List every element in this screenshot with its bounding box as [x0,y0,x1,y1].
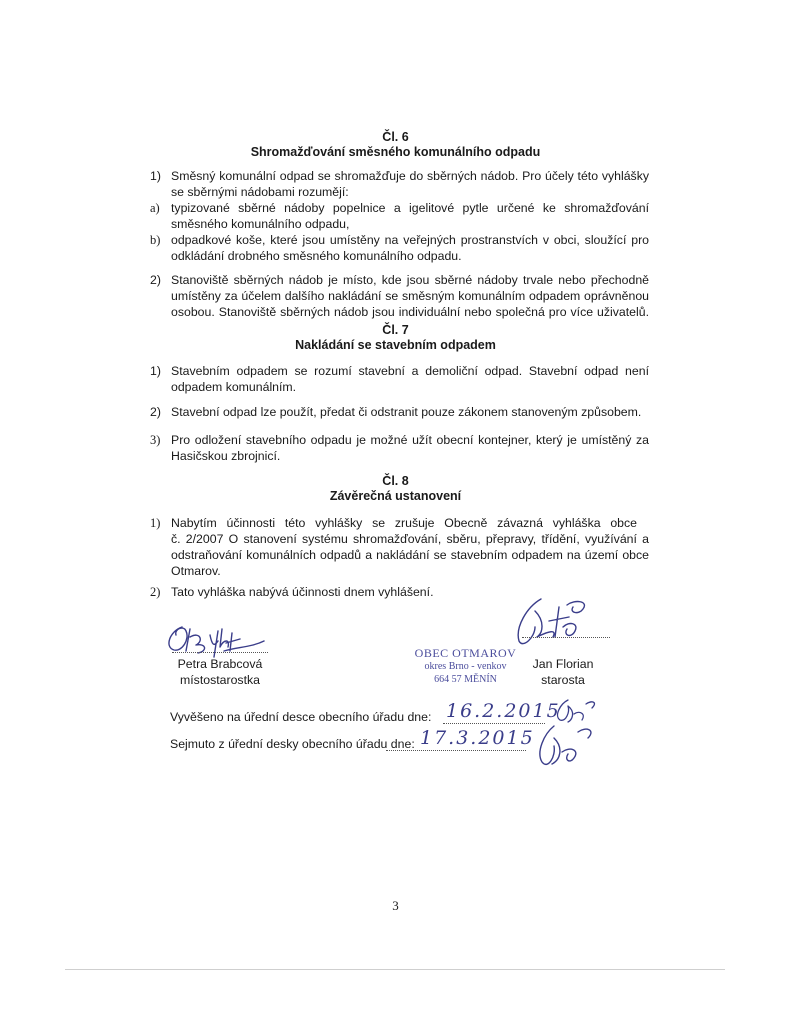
article-6-title: Shromažďování směsného komunálního odpadu [250,145,541,159]
text-line: odpadkové koše, které jsou umístěny na veřejných prostranstvích v obci, sloužící pro [171,233,649,247]
paragraph-number: 2) [150,585,161,599]
removed-date-line [386,750,526,751]
municipal-stamp [408,647,523,686]
posted-label: Vyvěšeno na úřední desce obecního úřadu dne: [170,710,432,724]
paragraph-number: 2) [150,273,161,287]
text-line: umístěny za účelem dalšího nakládání se směsným komunálním odpadem oprávněnou [171,289,649,303]
text-line: Stavebním odpadem se rozumí stavební a demoliční odpad. Stavební odpad není [171,364,649,378]
text-line: Nabytím účinnosti této vyhlášky se zrušuje Obecně závazná vyhláška obce [171,516,637,530]
article-7-number: Čl. 7 [382,323,409,337]
left-signatory-role: místostarostka [180,673,260,687]
article-7-title: Nakládání se stavebním odpadem [295,338,496,352]
text-line: Stanoviště sběrných nádob je místo, kde jsou sběrné nádoby trvale nebo přechodně [171,273,649,287]
paragraph-number: 1) [150,516,161,530]
text-line: Otmarov. [171,564,221,578]
right-signatory-name: Jan Florian [532,657,594,671]
text-line: Tato vyhláška nabývá účinnosti dnem vyhlášení. [171,585,434,599]
article-8-title: Závěrečná ustanovení [329,489,462,503]
posted-date-handwritten: 16.2.2015 [446,700,561,722]
footer-divider [65,969,725,970]
text-line: odstraňování komunálních odpadů a nakládání se stavebním odpadem na území obce [171,548,649,562]
removed-date-handwritten: 17.3.2015 [420,727,535,749]
text-line: typizované sběrné nádoby popelnice a igelitové pytle určené ke shromažďování [171,201,649,215]
page-number: 3 [392,898,399,913]
removed-label: Sejmuto z úřední desky obecního úřadu dne: [170,737,415,751]
left-signatory-name: Petra Brabcová [177,657,263,671]
text-line: směsného komunálního odpadu, [171,217,350,231]
text-line: č. 2/2007 O stanovení systému shromažďování, sběru, přepravy, třídění, využívání a [171,532,649,546]
text-line: Směsný komunální odpad se shromažďuje do sběrných nádob. Pro účely této vyhlášky [171,169,649,183]
signature-line-left [172,652,268,653]
stamp-line-3: 664 57 MĚNÍN [434,674,497,685]
article-8-number: Čl. 8 [382,474,409,488]
stamp-line-2: okres Brno - venkov [424,661,507,672]
signature-line-right [522,637,610,638]
paragraph-number: 2) [150,405,161,419]
paragraph-number: 1) [150,169,161,183]
paragraph-number: 1) [150,364,161,378]
right-signatory-role: starosta [541,673,585,687]
removed-initials-image [530,722,600,770]
item-letter: b) [150,233,161,247]
stamp-line-1: OBEC OTMAROV [414,646,517,660]
signature-right-image [505,593,605,649]
article-6-number: Čl. 6 [382,130,409,144]
paragraph-number: 3) [150,433,161,447]
item-letter: a) [150,201,160,215]
text-line: Stavební odpad lze použít, předat či odstranit pouze zákonem stanoveným způsobem. [171,405,642,419]
text-line: odpadem komunálním. [171,380,297,394]
text-line: osobou. Stanoviště sběrných nádob jsou individuální nebo společná pro více uživatelů. [171,305,649,319]
text-line: se sběrnými nádobami rozumějí: [171,185,349,199]
text-line: odkládání drobného směsného komunálního odpadu. [171,249,462,263]
text-line: Hasičskou zbrojnicí. [171,449,281,463]
text-line: Pro odložení stavebního odpadu je možné užít obecní kontejner, který je umístěný za [171,433,649,447]
